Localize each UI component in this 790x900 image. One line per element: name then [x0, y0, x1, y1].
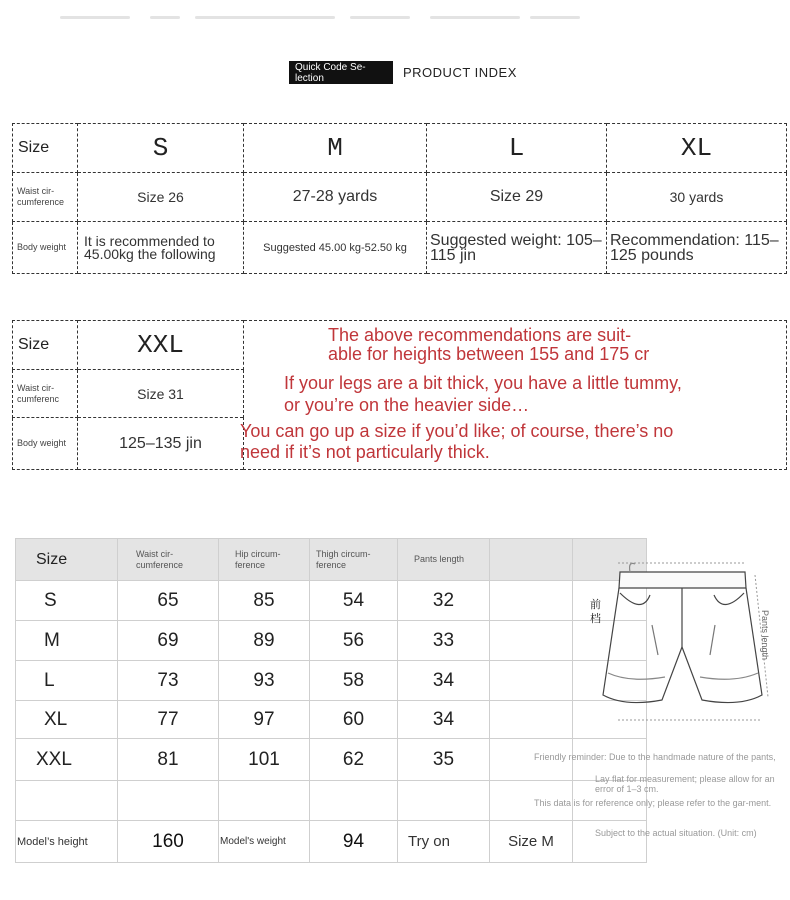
row-hip: 93 [219, 661, 310, 701]
row-hip: 89 [219, 621, 310, 661]
row-waist: 65 [118, 581, 219, 621]
faint-header-strip [60, 10, 580, 26]
product-index-title: PRODUCT INDEX [403, 65, 517, 80]
note-line: You can go up a size if you’d like; of course, there’s no [240, 421, 674, 441]
waist-l: Size 29 [427, 173, 607, 222]
waist-xxl: Size 31 [78, 370, 244, 418]
row-size: S [16, 581, 118, 621]
row-size: XXL [16, 739, 118, 781]
row-thigh: 62 [310, 739, 398, 781]
try-on-size: Size M [490, 821, 573, 863]
row-size: L [16, 661, 118, 701]
weight-label-2: Body weight [13, 418, 78, 470]
row-thigh: 56 [310, 621, 398, 661]
weight-xxl: 125–135 jin [78, 418, 244, 470]
front-label-2: 档 [590, 612, 601, 625]
size-label: Size [13, 124, 78, 173]
row-length: 35 [398, 739, 490, 781]
col-length: Pants length [398, 539, 490, 581]
col-waist: Waist cir-cumference [118, 539, 219, 581]
size-s: S [78, 124, 244, 173]
size-l: L [427, 124, 607, 173]
col-thigh: Thigh circum-ference [310, 539, 398, 581]
reminder-4: Subject to the actual situation. (Unit: cm) [595, 828, 757, 838]
row-hip: 85 [219, 581, 310, 621]
model-height-label: Model’s height [16, 821, 118, 863]
waist-xl: 30 yards [607, 173, 787, 222]
row-waist: 73 [118, 661, 219, 701]
quick-code-tag: Quick Code Se-lection [289, 61, 393, 84]
row-size: XL [16, 701, 118, 739]
measurement-table [15, 538, 647, 863]
model-weight-value: 94 [310, 821, 398, 863]
size-table-1 [12, 123, 787, 274]
row-length: 32 [398, 581, 490, 621]
col-size: Size [16, 539, 118, 581]
row-size: M [16, 621, 118, 661]
weight-label: Body weight [13, 222, 78, 274]
model-row [16, 821, 647, 863]
size-xxl: XXL [78, 321, 244, 370]
note-line: The above recommendations are suit- [328, 325, 632, 345]
note-line: need if it’s not particularly thick. [240, 442, 490, 462]
front-label-1: 前 [590, 598, 601, 611]
weight-xl: Recommendation: 115–125 pounds [607, 222, 787, 274]
waist-m: 27-28 yards [244, 173, 427, 222]
size-notes [238, 322, 780, 470]
row-thigh: 54 [310, 581, 398, 621]
col-empty [490, 539, 573, 581]
row-thigh: 58 [310, 661, 398, 701]
table-row [16, 701, 647, 739]
model-weight-label: Model's weight [219, 821, 310, 863]
reminder-2: Lay flat for measurement; please allow for an error of 1–3 cm. [595, 774, 775, 794]
note-line: or you’re on the heavier side… [284, 395, 530, 415]
model-height-value: 160 [118, 821, 219, 863]
row-hip: 97 [219, 701, 310, 739]
size-xl: XL [607, 124, 787, 173]
row-hip: 101 [219, 739, 310, 781]
weight-s: It is recommended to 45.00kg the following [78, 222, 244, 274]
note-line: If your legs are a bit thick, you have a little tummy, [284, 373, 682, 393]
row-waist: 81 [118, 739, 219, 781]
weight-m: Suggested 45.00 kg-52.50 kg [244, 222, 427, 274]
row-length: 33 [398, 621, 490, 661]
waist-label: Waist cir-cumference [13, 173, 78, 222]
reminder-1: Friendly reminder: Due to the handmade nature of the pants, [534, 752, 776, 762]
row-thigh: 60 [310, 701, 398, 739]
note-line: able for heights between 155 and 175 cr [328, 344, 650, 364]
product-index-header [289, 61, 517, 84]
table-row [16, 581, 647, 621]
table-row [16, 621, 647, 661]
waist-label-2: Waist cir-cumferenc [13, 370, 78, 418]
row-length: 34 [398, 701, 490, 739]
row-length: 34 [398, 661, 490, 701]
shorts-icon [590, 555, 785, 725]
pants-length-label: Pants length [760, 610, 770, 661]
try-on-label: Try on [398, 821, 490, 863]
reminder-3: This data is for reference only; please refer to the gar-ment. [534, 798, 772, 808]
table-row [16, 661, 647, 701]
col-hip: Hip circum-ference [219, 539, 310, 581]
size-label-2: Size [13, 321, 78, 370]
size-m: M [244, 124, 427, 173]
shorts-diagram [590, 555, 785, 725]
weight-l: Suggested weight: 105–115 jin [427, 222, 607, 274]
row-waist: 69 [118, 621, 219, 661]
waist-s: Size 26 [78, 173, 244, 222]
row-waist: 77 [118, 701, 219, 739]
